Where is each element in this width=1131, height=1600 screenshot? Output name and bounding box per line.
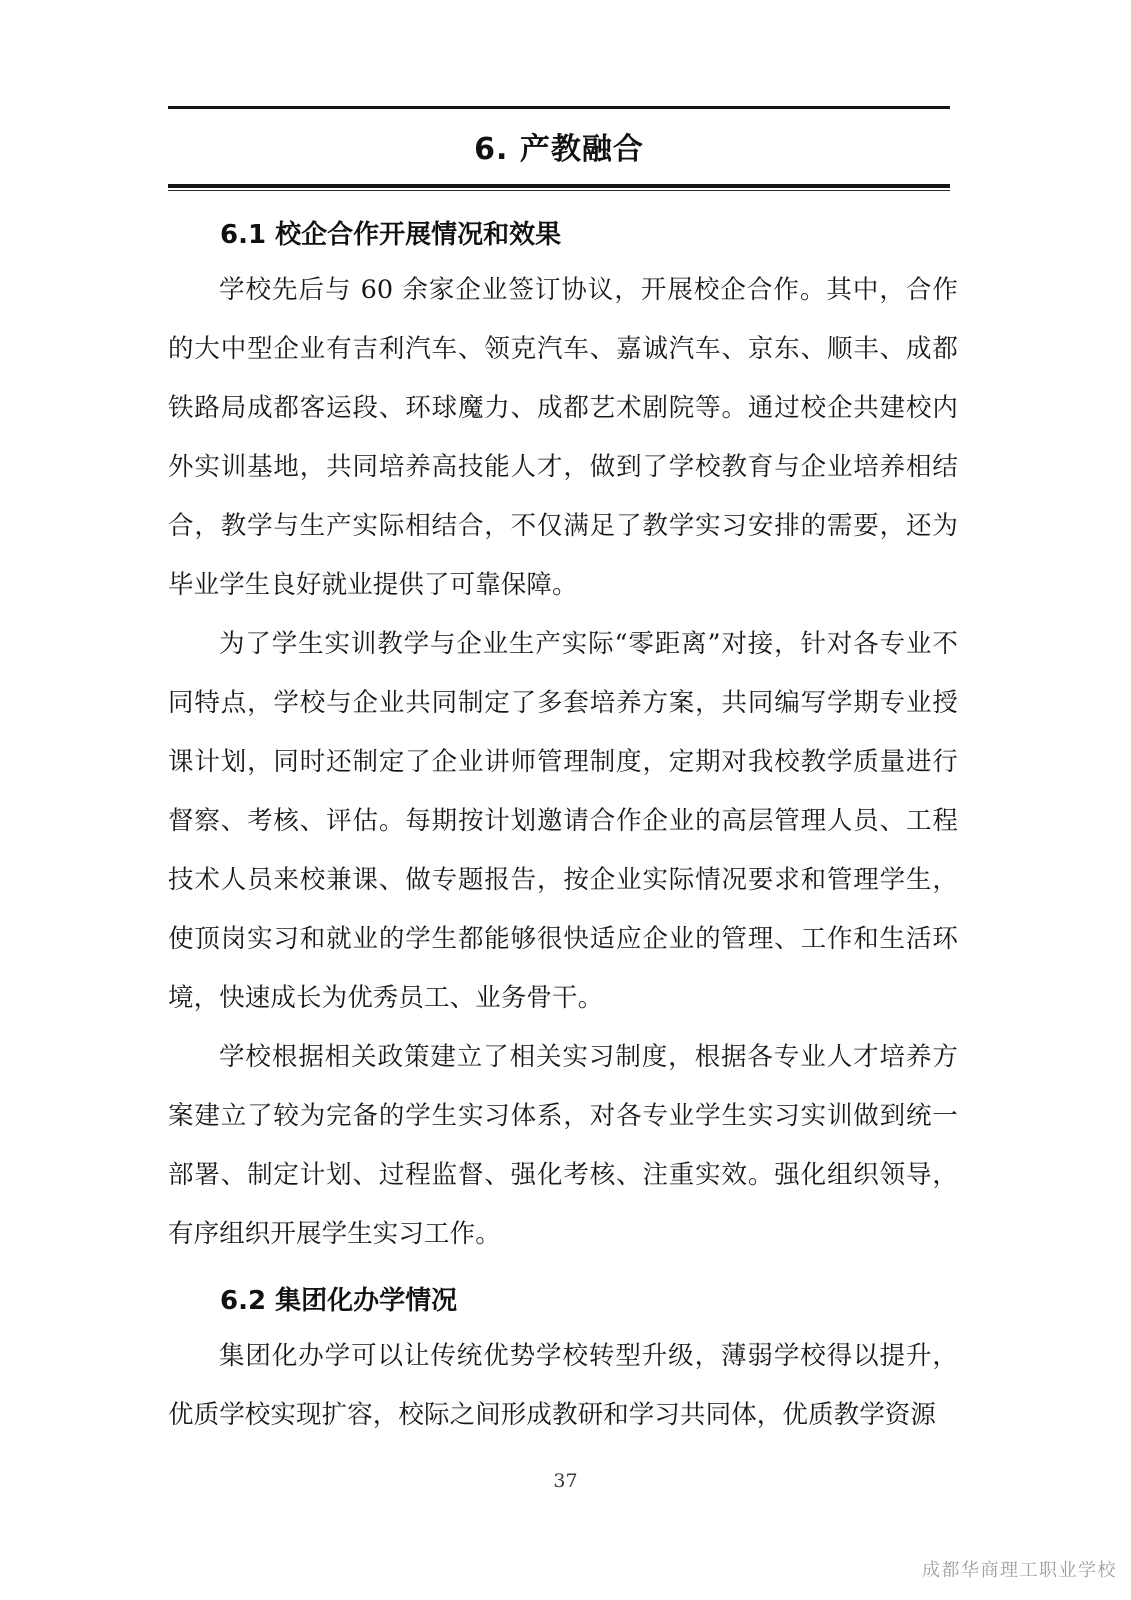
page-title: 6. 产教融合: [474, 132, 644, 167]
section-heading-6-1: 6.1 校企合作开展情况和效果: [220, 220, 562, 250]
page-number: 37: [553, 1470, 578, 1492]
paragraph-6-1-1: 学校先后与 60 余家企业签订协议，开展校企合作。其中，合作的大中型企业有吉利汽车、领克汽车、嘉诚汽车、京东、顺丰、成都铁路局成都客运段、环球魔力、成都艺术剧院等。通过校企共建校内外实训基地，共同培养高技能人才，做到了学校教育与企业培养相结合，教学与生产实际相结合，不仅满足了教学实习安排的需要，还为毕业学生良好就业提供了可靠保障。: [168, 275, 958, 600]
watermark-school-name: 成都华商理工职业学校: [922, 1560, 1117, 1581]
title-block: [168, 118, 950, 176]
header-rule-thick: [168, 184, 950, 188]
paragraph-6-2-1: 集团化办学可以让传统优势学校转型升级，薄弱学校得以提升，优质学校实现扩容，校际之间形成教研和学习共同体，优质教学资源: [168, 1341, 958, 1430]
document-body: [168, 208, 958, 1445]
paragraph-6-1-2: 为了学生实训教学与企业生产实际“零距离”对接，针对各专业不同特点，学校与企业共同制定了多套培养方案，共同编写学期专业授课计划，同时还制定了企业讲师管理制度，定期对我校教学质量进行督察、考核、评估。每期按计划邀请合作企业的高层管理人员、工程技术人员来校兼课、做专题报告，按企业实际情况要求和管理学生，使顶岗实习和就业的学生都能够很快适应企业的管理、工作和生活环境，快速成长为优秀员工、业务骨干。: [168, 629, 958, 1013]
header-rule-double: [168, 184, 950, 191]
header-rule-top: [168, 106, 950, 109]
header-rule-thin: [168, 190, 950, 191]
section-heading-6-2: 6.2 集团化办学情况: [220, 1286, 458, 1316]
paragraph-6-1-3: 学校根据相关政策建立了相关实习制度，根据各专业人才培养方案建立了较为完备的学生实习体系，对各专业学生实习实训做到统一部署、制定计划、过程监督、强化考核、注重实效。强化组织领导，有序组织开展学生实习工作。: [168, 1042, 958, 1249]
